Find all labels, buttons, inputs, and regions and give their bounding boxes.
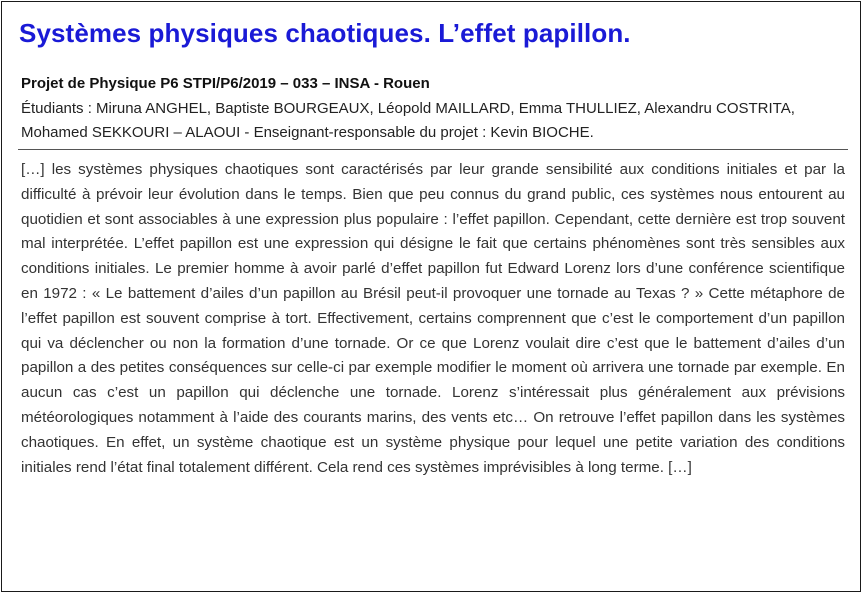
project-line: Projet de Physique P6 STPI/P6/2019 – 033 – INSA - Rouen [21, 75, 430, 92]
abstract-paragraph: […] les systèmes physiques chaotiques sont caractérisés par leur grande sensibilité aux conditions initiales et par la difficulté à prévoir leur évolution dans le temps. Bien que peu connus du grand public, ces systèmes nous entourent au quotidien et sont associables à une expression plus populaire : l’effet papillon. Cependant, cette dernière est trop souvent mal interprétée. L’effet papillon est une expression qui désigne le fait que certains phénomènes sont très sensibles aux conditions initiales. Le premier homme à avoir parlé d’effet papillon fut Edward Lorenz lors d’une conférence scientifique en 1972 : « Le battement d’ailes d’un papillon au Brésil peut-il provoquer une tornade au Texas ? » Cette métaphore de l’effet papillon est souvent comprise à tort. Effectivement, certains comprennent que c’est le comportement d’un papillon qui va déclencher ou non la formation d’une tornade. Or ce que Lorenz voulait dire c’est que le battement d’ailes d’un papillon a des petites conséquences sur celle-ci par exemple modifier le moment où arrivera une tornade par exemple. En aucun cas c’est un papillon qui déclenche une tornade. Lorenz s’intéressait plus généralement aux prévisions météorologiques notamment à l’aide des courants marins, des vents etc… On retrouve l’effet papillon dans les systèmes chaotiques. En effet, un système chaotique est un système physique pour lequel une petite variation des conditions initiales rend l’état final totalement différent. Cela rend ces systèmes imprévisibles à long terme. […] [21, 161, 845, 476]
document-frame [1, 1, 861, 592]
section-divider [18, 149, 848, 150]
document-title: Systèmes physiques chaotiques. L’effet papillon. [19, 18, 631, 48]
credits-line: Étudiants : Miruna ANGHEL, Baptiste BOURGEAUX, Léopold MAILLARD, Emma THULLIEZ, Alexandru COSTRITA, Mohamed SEKKOURI – ALAOUI - Enseignant-responsable du projet : Kevin BIOCHE. [21, 100, 795, 141]
